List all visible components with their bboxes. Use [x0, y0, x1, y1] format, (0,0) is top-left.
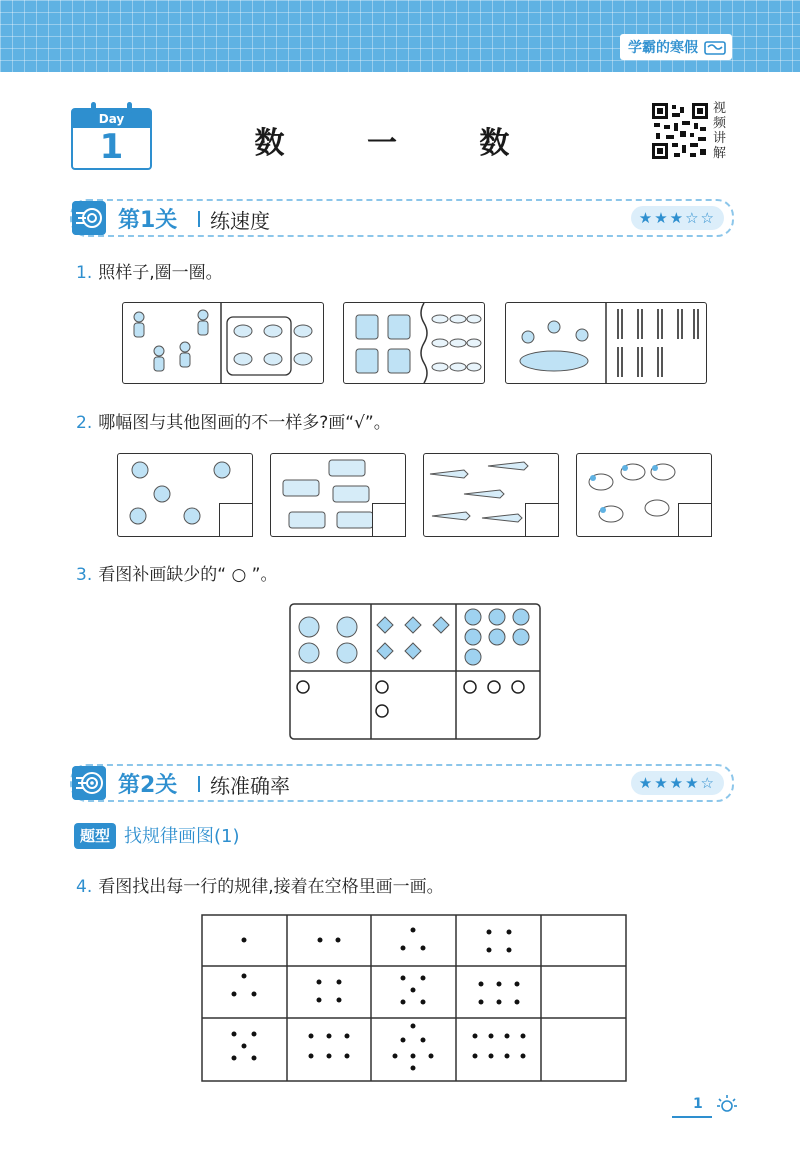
calendar-ring-icon [127, 102, 132, 114]
question-3 [76, 560, 278, 585]
level-1-title: 练速度 [210, 209, 270, 233]
q2-answer-box-1[interactable] [219, 503, 253, 537]
day-number: 1 [99, 127, 124, 167]
question-1-number: 1. [76, 263, 93, 283]
q2-panel-airplanes [423, 453, 559, 537]
speed-target-icon [72, 201, 106, 235]
question-4-text: 看图找出每一行的规律,接着在空格里画一画。 [98, 877, 444, 897]
book-icon [704, 39, 726, 55]
question-4-number: 4. [76, 877, 93, 897]
level-2-title: 练准确率 [210, 774, 290, 798]
level-2-bar [70, 764, 734, 802]
qr-caption: 视频讲解 [713, 101, 727, 161]
q2-answer-box-3[interactable] [525, 503, 559, 537]
q2-panel-buses [270, 453, 406, 537]
header-tag-text: 学霸的寒假 [628, 40, 698, 56]
question-1-text: 照样子,圈一圈。 [98, 263, 223, 283]
header-tag [620, 34, 732, 60]
question-2 [76, 408, 391, 433]
sun-icon [714, 1093, 740, 1115]
question-2-text: 哪幅图与其他图画的不一样多?画“√”。 [98, 413, 391, 433]
q4-dot-grid[interactable] [201, 914, 627, 1082]
q2-answer-box-4[interactable] [678, 503, 712, 537]
level-2-divider [198, 776, 200, 792]
page-number: 1 [693, 1096, 703, 1112]
question-1 [76, 258, 223, 283]
question-3-number: 3. [76, 565, 93, 585]
qr-code[interactable] [652, 103, 708, 159]
q1-panel-3-illustration [506, 303, 706, 383]
accuracy-target-icon [72, 766, 106, 800]
calendar-ring-icon [91, 102, 96, 114]
q1-panel-family-chopsticks [505, 302, 707, 384]
q1-panel-cups-dishes [343, 302, 485, 384]
level-1-divider [198, 211, 200, 227]
q2-panel-girls [117, 453, 253, 537]
level-1-bar [70, 199, 734, 237]
level-2-stars: ★★★★☆ [631, 771, 724, 795]
q1-panel-children-plates [122, 302, 324, 384]
level-1-label: 第1关 [118, 208, 178, 233]
q1-panel-2-illustration [344, 303, 484, 383]
question-type-title: 找规律画图(1) [124, 826, 240, 847]
day-label: Day [73, 110, 150, 128]
question-type-badge: 题型 [74, 823, 116, 849]
page-title: 数 一 数 [254, 126, 546, 161]
level-2-label: 第2关 [118, 773, 178, 798]
q3-table[interactable] [289, 603, 541, 740]
question-3-text: 看图补画缺少的“ ○ ”。 [98, 565, 278, 585]
level-1-stars: ★★★☆☆ [631, 206, 724, 230]
question-4 [76, 872, 444, 897]
q1-panel-1-illustration [123, 303, 323, 383]
question-2-number: 2. [76, 413, 93, 433]
q2-panel-puppies [576, 453, 712, 537]
page-number-underline [672, 1116, 712, 1118]
q2-answer-box-2[interactable] [372, 503, 406, 537]
